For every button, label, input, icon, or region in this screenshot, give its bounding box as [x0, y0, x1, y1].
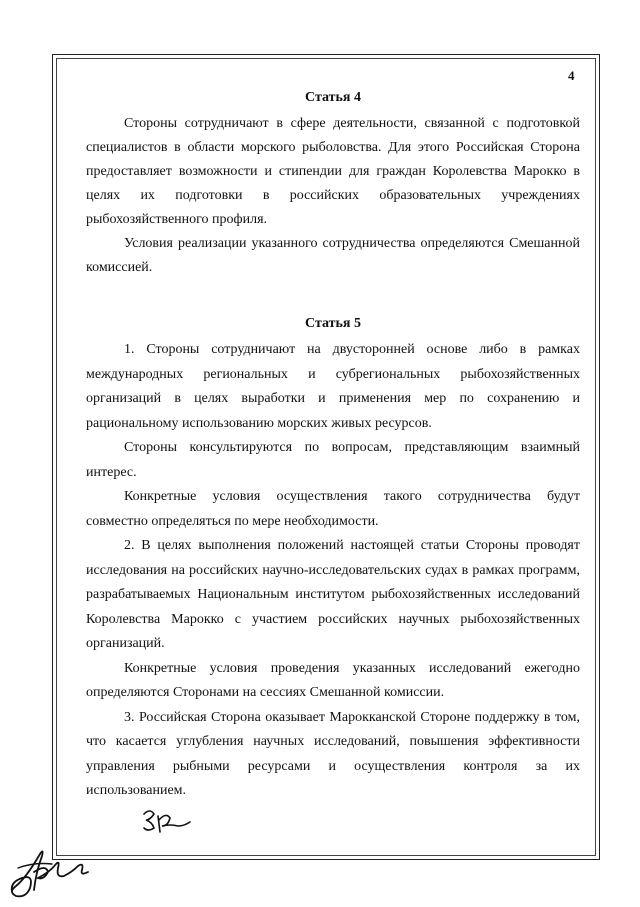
document-body [86, 86, 580, 804]
article-4-paragraph-2: Условия реализации указанного сотрудничества определяются Смешанной комиссией. [86, 236, 580, 275]
article-4-paragraph-1: Стороны сотрудничают в сфере деятельности, связанной с подготовкой специалистов в области морского рыболовства. Для этого Российская Сторона предоставляет возможности и стипендии для граждан Королевства Марокко в целях их подготовки в российских образовательных учреждениях рыбохозяйственного профиля. [86, 116, 580, 227]
handwritten-initials-icon [140, 806, 200, 841]
article-5-paragraph-6: 3. Российская Сторона оказывает Марокканской Стороне поддержку в том, что касается углубления научных исследований, повышения эффективности управления рыбными ресурсами и осуществления контроля за их использованием. [86, 709, 580, 798]
page-number: 4 [568, 68, 575, 83]
article-5-heading: Статья 5 [305, 316, 361, 331]
article-5-paragraph-1: 1. Стороны сотрудничают на двусторонней основе либо в рамках международных региональных и субрегиональных рыбохозяйственных организаций в целях выработки и применения мер по сохранению и рациональному использованию морских живых ресурсов. [86, 342, 580, 431]
article-5 [86, 312, 580, 804]
article-5-paragraph-4: 2. В целях выполнения положений настоящей статьи Стороны проводят исследования на российских научно-исследовательских судах в рамках программ, разрабатываемых Национальным институтом рыбохозяйственных исследований Королевства Марокко с участием российских научных рыбохозяйственных организаций. [86, 538, 580, 651]
handwritten-signature-icon [4, 842, 104, 907]
article-5-paragraph-5: Конкретные условия проведения указанных исследований ежегодно определяются Сторонами на сессиях Смешанной комиссии. [86, 660, 580, 700]
article-4-heading: Статья 4 [305, 90, 361, 105]
article-4 [86, 86, 580, 280]
article-5-paragraph-2: Стороны консультируются по вопросам, представляющим взаимный интерес. [86, 440, 580, 480]
article-5-paragraph-3: Конкретные условия осуществления такого сотрудничества будут совместно определяться по мере необходимости. [86, 489, 580, 529]
